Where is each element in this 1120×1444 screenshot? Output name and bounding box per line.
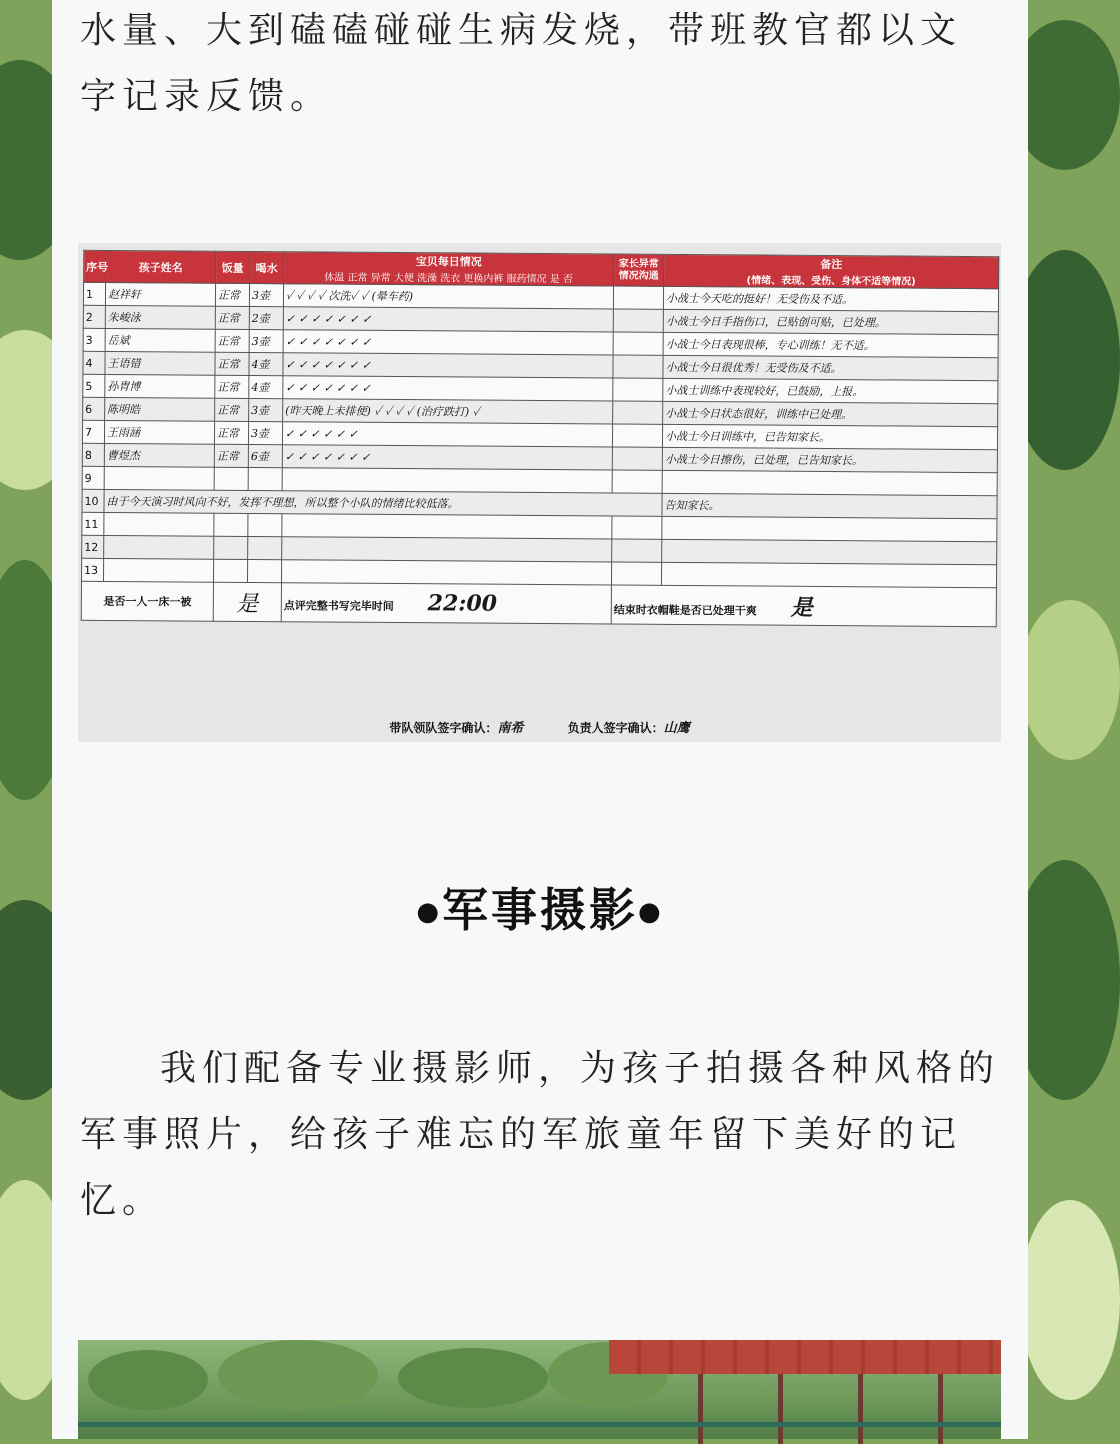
row-no: 7 bbox=[82, 420, 104, 443]
header-yes: 是 bbox=[549, 274, 560, 286]
daily-record-form-photo bbox=[78, 243, 1001, 742]
row-name: 孙胄博 bbox=[105, 374, 215, 398]
title-dot-right: ● bbox=[638, 897, 664, 927]
row-food: 正常 bbox=[215, 398, 249, 421]
row-remark bbox=[662, 539, 997, 564]
row-remark: 小战士今天吃的挺好！无受伤及不适。 bbox=[663, 286, 998, 311]
row-marks: ✓ ✓ ✓ ✓ ✓ ✓ ✓ bbox=[283, 307, 613, 332]
photo-shelter-pole bbox=[858, 1374, 863, 1444]
header-water: 喝水 bbox=[250, 251, 284, 283]
header-temp-normal: 正常 bbox=[347, 272, 368, 284]
row-remark: 小战士今日表现很棒，专心训练！无不适。 bbox=[663, 332, 998, 357]
review-value: 22:00 bbox=[427, 590, 498, 617]
row-parent-cell bbox=[613, 286, 663, 309]
header-parent: 家长异常情况沟通 bbox=[614, 254, 664, 286]
row-remark: 小战士今日擦伤，已处理，已告知家长。 bbox=[662, 447, 997, 472]
row-name: 由于今天演习时风向不好，发挥不理想，所以整个小队的情绪比较低落。 bbox=[104, 489, 662, 516]
row-water: 6壶 bbox=[248, 444, 282, 467]
row-food bbox=[214, 536, 248, 559]
row-parent-cell bbox=[612, 516, 662, 539]
military-photo bbox=[78, 1340, 1001, 1439]
row-remark: 告知家长。 bbox=[662, 493, 997, 518]
row-no: 3 bbox=[83, 328, 105, 351]
row-remark bbox=[661, 562, 996, 587]
row-remark: 小战士今日训练中，已告知家长。 bbox=[662, 424, 997, 449]
header-laundry: 洗衣 bbox=[440, 273, 461, 285]
photo-rail bbox=[78, 1422, 1001, 1427]
section-title bbox=[52, 874, 1028, 940]
row-food: 正常 bbox=[215, 306, 249, 329]
photo-shelter-pole bbox=[698, 1374, 703, 1444]
row-name: 曹煜杰 bbox=[104, 443, 214, 467]
photo-shelter-pole bbox=[938, 1374, 943, 1444]
row-food bbox=[213, 559, 247, 582]
row-water: 4壶 bbox=[249, 375, 283, 398]
bed-label: 是否一人一床一被 bbox=[81, 581, 213, 621]
row-marks bbox=[282, 537, 612, 562]
row-marks bbox=[282, 468, 612, 493]
row-water: 3壶 bbox=[249, 283, 283, 306]
row-remark: 小战士今日状态很好，训练中已处理。 bbox=[663, 401, 998, 426]
sign-leader: 南希 bbox=[497, 721, 524, 736]
row-parent-cell bbox=[612, 424, 662, 447]
paragraph-feedback: 水量、大到磕磕碰碰生病发烧，带班教官都以文字记录反馈。 bbox=[80, 10, 963, 117]
section-title-text: 军事摄影 bbox=[442, 883, 638, 937]
row-name: 赵祥轩 bbox=[105, 282, 215, 306]
row-parent-cell bbox=[613, 401, 663, 424]
header-medicine: 服药情况 bbox=[506, 273, 547, 286]
row-food: 正常 bbox=[214, 421, 248, 444]
header-temp: 体温 bbox=[324, 272, 345, 284]
row-parent-cell bbox=[611, 562, 661, 585]
row-no: 9 bbox=[82, 466, 104, 489]
row-food bbox=[214, 513, 248, 536]
sign-manager: 山鹰 bbox=[663, 721, 690, 736]
row-parent-cell bbox=[612, 447, 662, 470]
row-no: 4 bbox=[83, 351, 105, 374]
row-food: 正常 bbox=[215, 375, 249, 398]
camo-blob bbox=[1020, 1200, 1120, 1400]
row-no: 10 bbox=[82, 489, 104, 512]
row-marks: ✓ ✓ ✓ ✓ ✓ ✓ ✓ bbox=[282, 445, 612, 470]
row-water: 3壶 bbox=[249, 398, 283, 421]
header-seq: 序号 bbox=[84, 250, 106, 282]
header-remark-sub: (情绪、表现、受伤、身体不适等情况) bbox=[746, 275, 916, 288]
row-name bbox=[104, 535, 214, 559]
form-footer-row bbox=[81, 581, 996, 626]
row-marks: ✓ ✓ ✓ ✓ ✓ ✓ bbox=[282, 422, 612, 447]
sign-manager-label: 负责人签字确认： bbox=[567, 721, 664, 735]
row-marks: ✓ ✓ ✓ ✓ 次洗✓ ✓ (晕车药) bbox=[283, 284, 613, 309]
row-water: 4壶 bbox=[249, 352, 283, 375]
photo-shelter-roof bbox=[609, 1340, 1001, 1374]
clothes-value: 是 bbox=[790, 594, 813, 621]
row-remark bbox=[662, 516, 997, 541]
row-no: 11 bbox=[82, 512, 104, 535]
row-name: 朱峻泳 bbox=[105, 305, 215, 329]
row-no: 1 bbox=[83, 282, 105, 305]
row-no: 2 bbox=[83, 305, 105, 328]
photo-shelter-pole bbox=[778, 1374, 783, 1444]
row-name bbox=[104, 466, 214, 490]
row-marks: ✓ ✓ ✓ ✓ ✓ ✓ ✓ bbox=[283, 376, 613, 401]
row-water bbox=[248, 513, 282, 536]
row-name: 王语错 bbox=[105, 351, 215, 375]
row-food: 正常 bbox=[215, 329, 249, 352]
header-remark-title: 备注 bbox=[820, 257, 843, 272]
header-daily bbox=[284, 252, 614, 286]
row-water: 3壶 bbox=[249, 329, 283, 352]
row-parent-cell bbox=[613, 355, 663, 378]
row-marks: ✓ ✓ ✓ ✓ ✓ ✓ ✓ bbox=[283, 330, 613, 355]
row-food: 正常 bbox=[214, 444, 248, 467]
row-remark: 小战士今日手指伤口，已贴创可贴，已处理。 bbox=[663, 309, 998, 334]
row-name bbox=[104, 512, 214, 536]
header-remark bbox=[664, 254, 999, 288]
row-food: 正常 bbox=[215, 352, 249, 375]
header-no: 否 bbox=[562, 274, 573, 286]
clothes-cell bbox=[611, 585, 996, 627]
row-food bbox=[214, 467, 248, 490]
row-parent-cell bbox=[613, 332, 663, 355]
header-daily-title: 宝贝每日情况 bbox=[415, 255, 482, 269]
row-parent-cell bbox=[613, 378, 663, 401]
row-marks: ✓ ✓ ✓ ✓ ✓ ✓ ✓ bbox=[283, 353, 613, 378]
row-no: 8 bbox=[82, 443, 104, 466]
review-label: 点评完整书写完毕时间 bbox=[283, 599, 394, 613]
row-no: 5 bbox=[83, 374, 105, 397]
row-marks: (昨天晚上未排便) ✓ ✓ ✓ ✓ (治疗跌打) ✓ bbox=[283, 399, 613, 424]
row-water bbox=[247, 559, 281, 582]
header-temp-abnormal: 异常 bbox=[370, 272, 391, 284]
header-bath: 洗澡 bbox=[416, 273, 438, 285]
photo-tree bbox=[218, 1340, 378, 1410]
row-name bbox=[103, 558, 213, 582]
row-remark: 小战士训练中表现较好，已鼓励，上报。 bbox=[663, 378, 998, 403]
row-name: 王雨涵 bbox=[104, 420, 214, 444]
row-remark: 小战士今日很优秀！无受伤及不适。 bbox=[663, 355, 998, 380]
header-food: 饭量 bbox=[216, 251, 250, 283]
article-body bbox=[52, 0, 1028, 1439]
row-water bbox=[248, 536, 282, 559]
review-cell bbox=[281, 583, 611, 624]
daily-record-table bbox=[81, 250, 1000, 627]
row-remark bbox=[662, 470, 997, 495]
header-name: 孩子姓名 bbox=[106, 250, 216, 283]
row-water bbox=[248, 467, 282, 490]
sign-leader-label: 带队领队签字确认： bbox=[389, 721, 498, 735]
signature-line bbox=[78, 717, 1001, 736]
row-no: 12 bbox=[82, 535, 104, 558]
row-no: 6 bbox=[83, 397, 105, 420]
header-underwear: 更换内裤 bbox=[463, 273, 504, 285]
row-no: 13 bbox=[81, 558, 103, 581]
row-marks bbox=[282, 514, 612, 539]
row-parent-cell bbox=[612, 470, 662, 493]
photo-tree bbox=[398, 1348, 548, 1408]
header-stool: 大便 bbox=[393, 272, 414, 285]
row-food: 正常 bbox=[215, 283, 249, 306]
paragraph-photography: 我们配备专业摄影师，为孩子拍摄各种风格的军事照片，给孩子难忘的军旅童年留下美好的记忆。 bbox=[80, 1048, 1001, 1221]
title-dot-left: ● bbox=[416, 897, 442, 927]
row-marks bbox=[281, 560, 611, 585]
row-name: 岳斌 bbox=[105, 328, 215, 352]
photo-tree bbox=[88, 1350, 208, 1410]
row-parent-cell bbox=[613, 309, 663, 332]
row-water: 3壶 bbox=[248, 421, 282, 444]
bed-value: 是 bbox=[213, 582, 281, 621]
row-water: 2壶 bbox=[249, 306, 283, 329]
clothes-label: 结束时衣帽鞋是否已处理干爽 bbox=[613, 603, 757, 618]
row-name: 陈明皓 bbox=[105, 397, 215, 421]
camo-blob bbox=[1020, 600, 1120, 760]
row-parent-cell bbox=[612, 539, 662, 562]
